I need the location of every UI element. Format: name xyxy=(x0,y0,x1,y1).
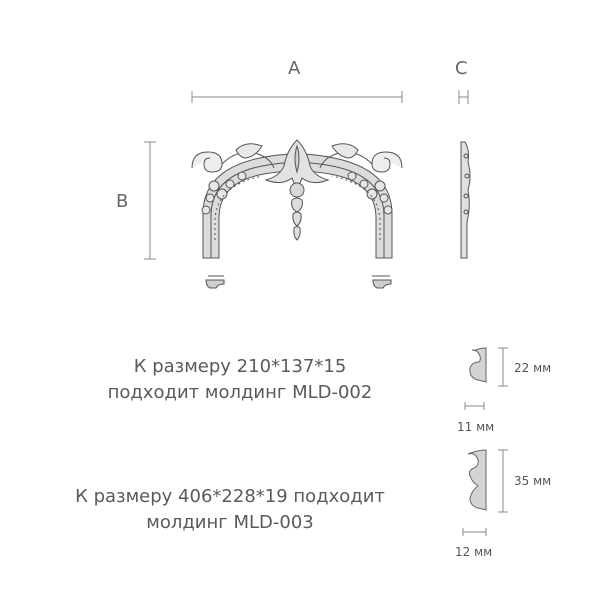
note-1-line2: подходит молдинг MLD-002 xyxy=(107,382,373,403)
note-1-line1: К размеру 210*137*15 xyxy=(133,356,347,377)
profile-1-width: 11 мм xyxy=(457,420,495,434)
profile-2-width: 12 мм xyxy=(455,545,493,559)
dimension-a-line xyxy=(192,91,402,103)
molding-profile-1 xyxy=(465,348,508,410)
note-2 xyxy=(40,484,420,536)
dimension-c-line xyxy=(459,90,468,104)
note-2-line2: молдинг MLD-003 xyxy=(146,512,314,533)
note-2-line1: К размеру 406*228*19 подходит xyxy=(75,486,385,507)
arch-ornament-side xyxy=(461,142,470,258)
arch-ornament-front xyxy=(192,140,402,258)
profile-1-height: 22 мм xyxy=(514,361,552,375)
dimension-b-line xyxy=(144,142,156,259)
dimension-c-label: C xyxy=(455,58,468,79)
profile-2-height: 35 мм xyxy=(514,474,552,488)
dimension-a-label: A xyxy=(288,58,301,79)
arch-foot-profiles xyxy=(206,276,391,288)
dimension-b-label: B xyxy=(116,191,129,212)
molding-profile-2 xyxy=(463,450,508,536)
note-1 xyxy=(60,354,420,406)
